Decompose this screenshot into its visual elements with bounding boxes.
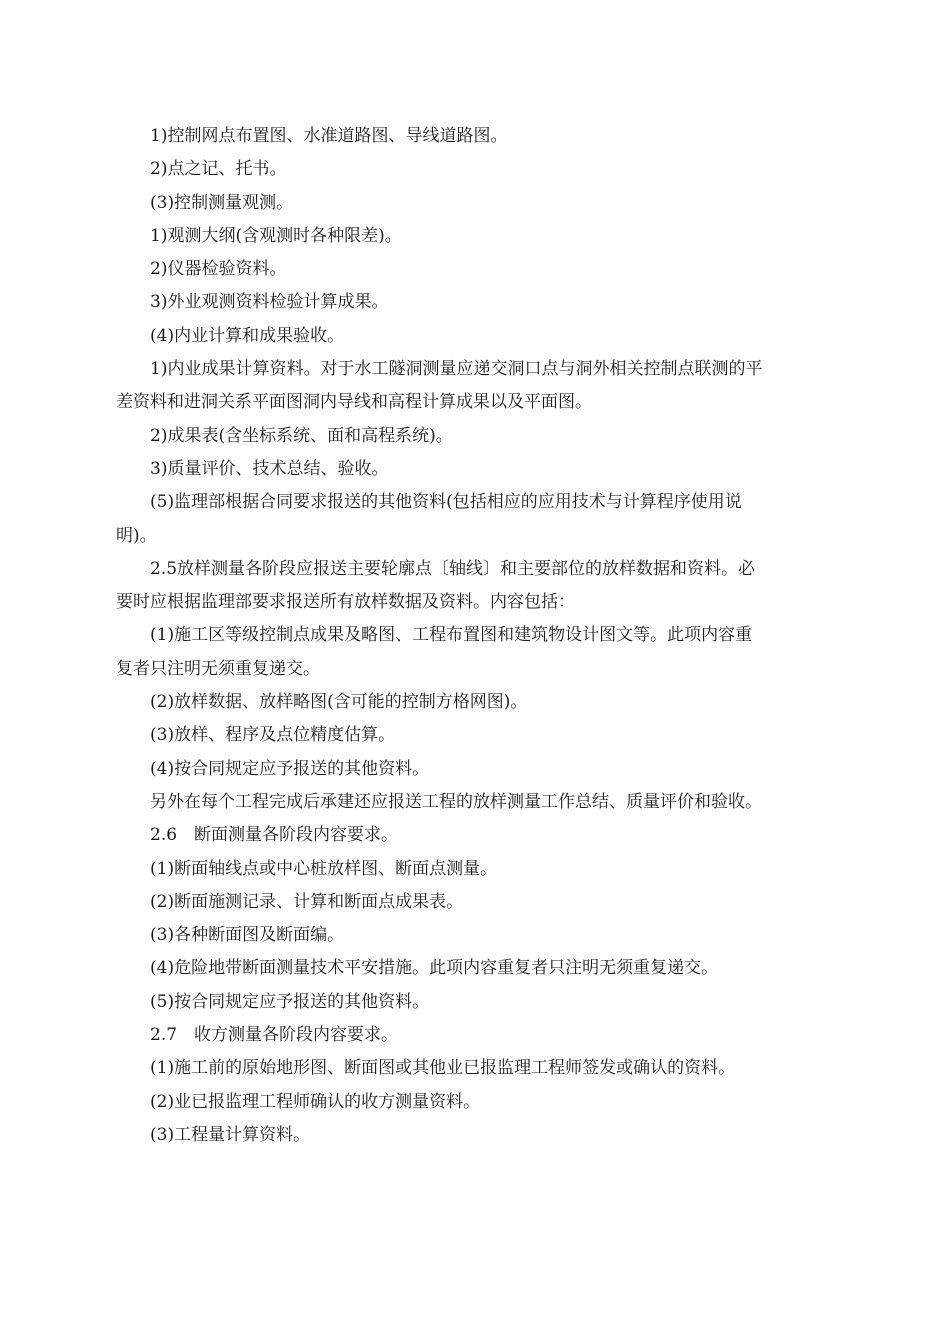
list-item: (2)断面施测记录、计算和断面点成果表。 (150, 891, 464, 912)
list-item: 3)外业观测资料检验计算成果。 (150, 292, 389, 313)
paragraph-line: 1)内业成果计算资料。对于水工隧洞测量应递交洞口点与洞外相关控制点联测的平 (150, 359, 763, 380)
list-item: 2)点之记、托书。 (150, 159, 287, 180)
list-item: (2)放样数据、放样略图(含可能的控制方格网图)。 (150, 692, 528, 713)
list-item: (3)工程量计算资料。 (150, 1124, 311, 1145)
list-item: (1)施工前的原始地形图、断面图或其他业已报监理工程师签发或确认的资料。 (150, 1058, 736, 1079)
list-item: 2)仪器检验资料。 (150, 259, 287, 280)
paragraph-line: 2.5放样测量各阶段应报送主要轮廓点〔轴线〕和主要部位的放样数据和资料。必 (150, 558, 756, 579)
section-heading: 2.7 收方测量各阶段内容要求。 (150, 1025, 399, 1046)
paragraph-line: 复者只注明无须重复递交。 (116, 658, 320, 679)
paragraph-line: (1)施工区等级控制点成果及略图、工程布置图和建筑物设计图文等。此项内容重 (150, 625, 753, 646)
paragraph-line: 差资料和进洞关系平面图洞内导线和高程计算成果以及平面图。 (116, 392, 592, 413)
list-item: (1)断面轴线点或中心桩放样图、断面点测量。 (150, 858, 498, 879)
list-item: (4)按合同规定应予报送的其他资料。 (150, 758, 430, 779)
list-item: (3)各种断面图及断面编。 (150, 925, 345, 946)
section-heading: (4)内业计算和成果验收。 (150, 325, 345, 346)
list-item: (5)按合同规定应予报送的其他资料。 (150, 991, 430, 1012)
paragraph-line: 要时应根据监理部要求报送所有放样数据及资料。内容包括： (116, 592, 575, 613)
paragraph-line: 明)。 (116, 525, 157, 546)
list-item: 3)质量评价、技术总结、验收。 (150, 458, 389, 479)
list-item: (3)放样、程序及点位精度估算。 (150, 725, 396, 746)
list-item: (2)业已报监理工程师确认的收方测量资料。 (150, 1091, 481, 1112)
list-item: (4)危险地带断面测量技术平安措施。此项内容重复者只注明无须重复递交。 (150, 958, 719, 979)
document-body (116, 120, 850, 1152)
section-heading: (3)控制测量观测。 (150, 192, 294, 213)
list-item: 2)成果表(含坐标系统、面和高程系统)。 (150, 425, 453, 446)
list-item: 1)观测大纲(含观测时各种限差)。 (150, 225, 402, 246)
list-item: 1)控制网点布置图、水准道路图、导线道路图。 (150, 126, 508, 146)
paragraph-line: (5)监理部根据合同要求报送的其他资料(包括相应的应用技术与计算程序使用说 (150, 492, 742, 513)
paragraph-line: 另外在每个工程完成后承建还应报送工程的放样测量工作总结、质量评价和验收。 (150, 791, 762, 812)
section-heading: 2.6 断面测量各阶段内容要求。 (150, 825, 399, 846)
